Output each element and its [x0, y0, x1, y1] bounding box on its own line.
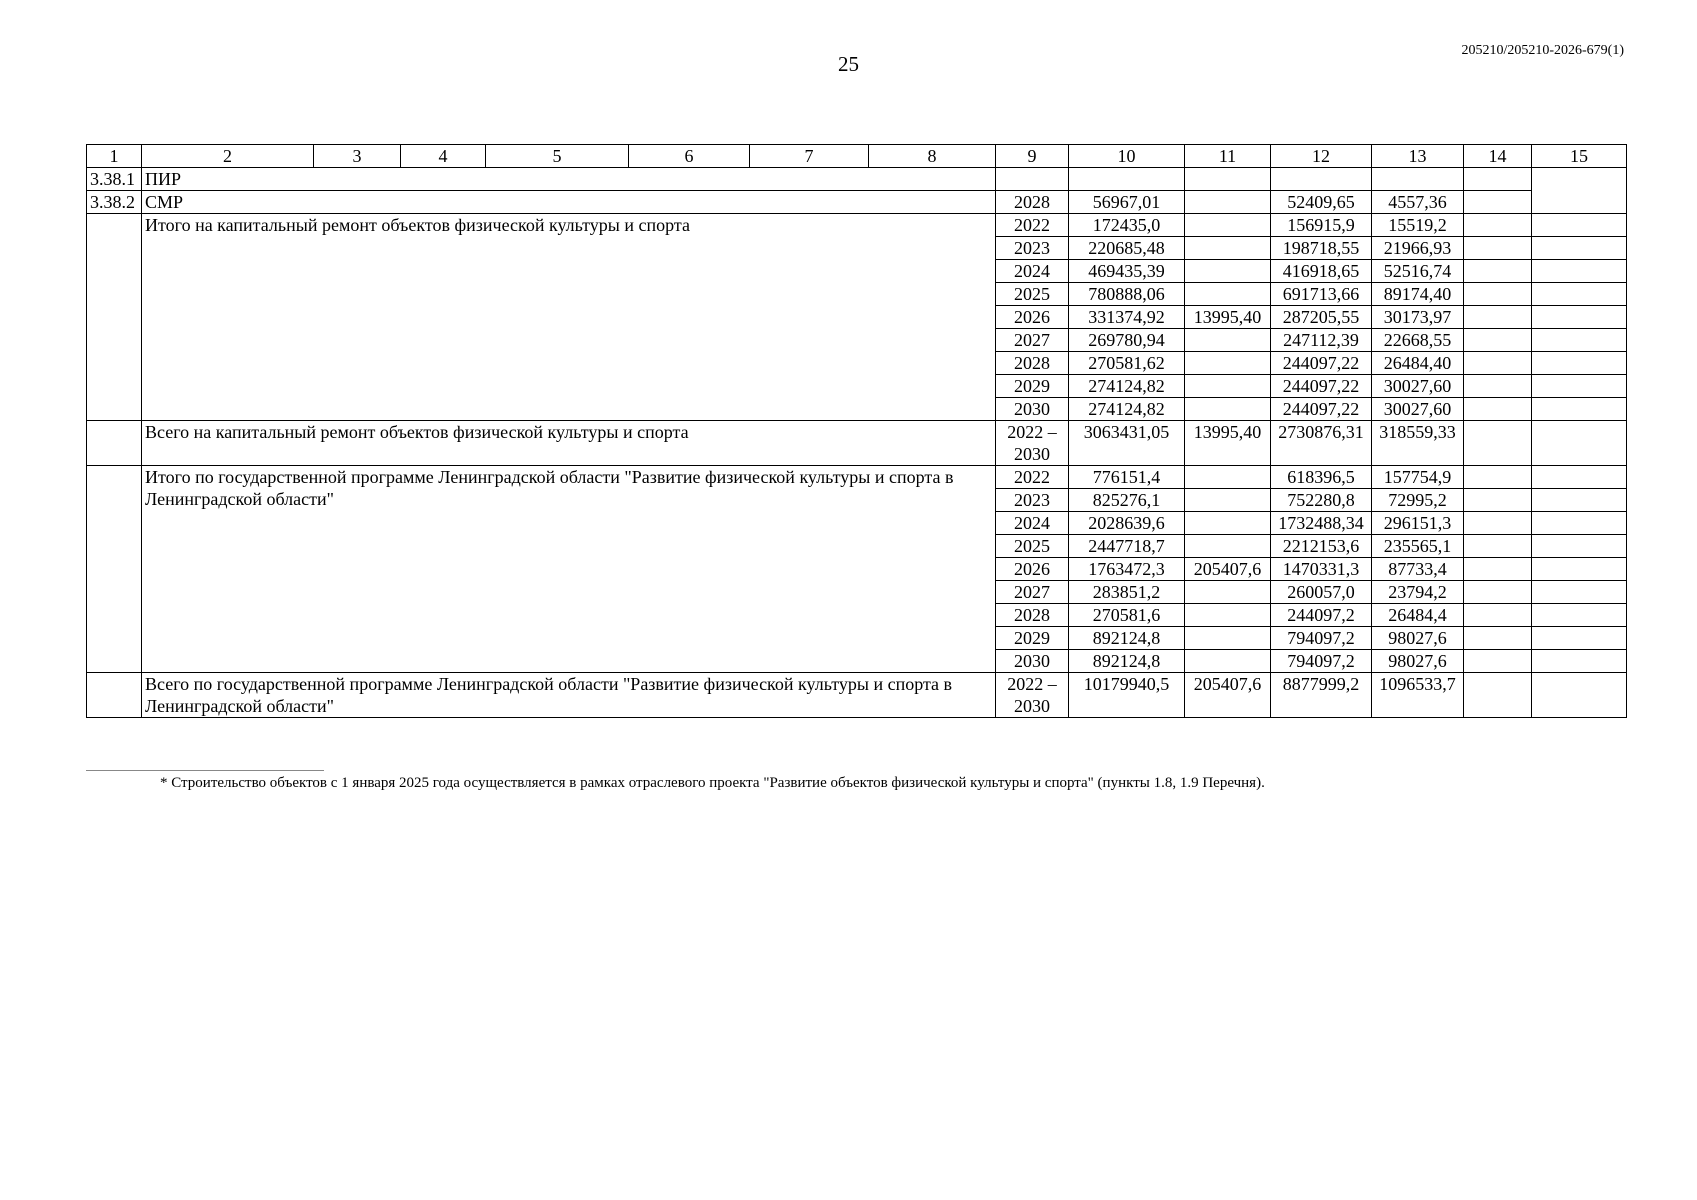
value-cell: 52516,74 [1372, 260, 1464, 283]
year-cell: 2024 [996, 260, 1069, 283]
value-cell: 87733,4 [1372, 558, 1464, 581]
value-cell: 56967,01 [1069, 191, 1185, 214]
value-cell [1185, 260, 1271, 283]
value-cell [1185, 489, 1271, 512]
year-cell: 2026 [996, 306, 1069, 329]
value-cell: 2212153,6 [1271, 535, 1372, 558]
header-cell: 12 [1271, 145, 1372, 168]
table-row-vsego-prog [87, 673, 1627, 718]
header-cell: 15 [1532, 145, 1627, 168]
value-cell: 618396,5 [1271, 466, 1372, 489]
year-range-start: 2022 – [1007, 422, 1057, 442]
item-code [87, 214, 142, 421]
value-cell [1464, 375, 1532, 398]
year-cell: 2023 [996, 237, 1069, 260]
year-cell: 2029 [996, 627, 1069, 650]
value-cell: 260057,0 [1271, 581, 1372, 604]
year-cell: 2026 [996, 558, 1069, 581]
value-cell [1532, 421, 1627, 466]
value-cell [1532, 650, 1627, 673]
header-cell: 2 [142, 145, 314, 168]
value-cell [1464, 627, 1532, 650]
value-cell [1464, 535, 1532, 558]
header-cell: 5 [486, 145, 629, 168]
value-cell [1532, 489, 1627, 512]
header-cell: 14 [1464, 145, 1532, 168]
value-cell: 89174,40 [1372, 283, 1464, 306]
year-range-start: 2022 – [1007, 674, 1057, 694]
value-cell: 283851,2 [1069, 581, 1185, 604]
value-cell [1532, 466, 1627, 489]
value-cell: 244097,22 [1271, 398, 1372, 421]
value-cell [1464, 650, 1532, 673]
value-cell [1464, 329, 1532, 352]
value-cell [1185, 650, 1271, 673]
value-cell: 1763472,3 [1069, 558, 1185, 581]
group-label: Итого на капитальный ремонт объектов физической культуры и спорта [142, 214, 996, 421]
value-cell [1532, 558, 1627, 581]
document-id: 205210/205210-2026-679(1) [1461, 43, 1624, 58]
year-cell: 2022 [996, 214, 1069, 237]
header-cell: 7 [750, 145, 869, 168]
year-cell: 2028 [996, 352, 1069, 375]
program-table [86, 144, 1627, 718]
value-cell [1464, 581, 1532, 604]
year-cell: 2022 [996, 466, 1069, 489]
value-cell [1464, 260, 1532, 283]
value-cell: 331374,92 [1069, 306, 1185, 329]
value-cell: 3063431,05 [1069, 421, 1185, 466]
value-cell [1532, 398, 1627, 421]
header-cell: 11 [1185, 145, 1271, 168]
header-cell: 10 [1069, 145, 1185, 168]
value-cell: 469435,39 [1069, 260, 1185, 283]
value-cell [1464, 398, 1532, 421]
header-cell: 4 [401, 145, 486, 168]
value-cell: 296151,3 [1372, 512, 1464, 535]
value-cell [1532, 214, 1627, 237]
year-cell: 2023 [996, 489, 1069, 512]
table-row-pir [87, 168, 1627, 191]
value-cell [1185, 535, 1271, 558]
header-cell: 1 [87, 145, 142, 168]
value-cell: 15519,2 [1372, 214, 1464, 237]
value-cell [1185, 398, 1271, 421]
year-cell: 2024 [996, 512, 1069, 535]
table-row-vsego-kap [87, 421, 1627, 466]
value-cell [1185, 512, 1271, 535]
value-cell: 244097,22 [1271, 352, 1372, 375]
value-cell [1532, 627, 1627, 650]
value-cell: 270581,62 [1069, 352, 1185, 375]
item-code [87, 673, 142, 718]
value-cell [1532, 168, 1627, 214]
item-code [87, 466, 142, 673]
value-cell [1532, 512, 1627, 535]
value-cell [1532, 329, 1627, 352]
value-cell: 244097,22 [1271, 375, 1372, 398]
value-cell: 794097,2 [1271, 627, 1372, 650]
value-cell: 1470331,3 [1271, 558, 1372, 581]
value-cell: 23794,2 [1372, 581, 1464, 604]
value-cell [1532, 581, 1627, 604]
table-row-itogo-prog [87, 466, 1627, 489]
value-cell: 244097,2 [1271, 604, 1372, 627]
value-cell [1464, 673, 1532, 718]
item-code: 3.38.2 [87, 191, 142, 214]
year-cell: 2030 [996, 398, 1069, 421]
value-cell [1532, 604, 1627, 627]
year-cell: 2028 [996, 191, 1069, 214]
value-cell [1185, 214, 1271, 237]
item-label: ПИР [142, 168, 996, 191]
value-cell: 2730876,31 [1271, 421, 1372, 466]
value-cell: 892124,8 [1069, 650, 1185, 673]
footnote: * Строительство объектов с 1 января 2025 года осуществляется в рамках отраслевого проекта "Развитие объектов физической культуры и спорта" (пункты 1.8, 1.9 Перечня). [160, 775, 1265, 791]
group-label: Итого по государственной программе Ленинградской области "Развитие физической культуры и спорта в Ленинградской области" [142, 466, 996, 673]
value-cell: 287205,55 [1271, 306, 1372, 329]
value-cell: 2447718,7 [1069, 535, 1185, 558]
year-cell: 2025 [996, 283, 1069, 306]
value-cell [1185, 627, 1271, 650]
value-cell [1464, 283, 1532, 306]
value-cell: 4557,36 [1372, 191, 1464, 214]
value-cell: 98027,6 [1372, 650, 1464, 673]
year-cell: 2025 [996, 535, 1069, 558]
value-cell: 825276,1 [1069, 489, 1185, 512]
item-code [87, 421, 142, 466]
header-cell: 6 [629, 145, 750, 168]
value-cell: 156915,9 [1271, 214, 1372, 237]
page-number: 25 [838, 52, 859, 76]
year-cell: 2027 [996, 581, 1069, 604]
value-cell [1464, 168, 1532, 191]
value-cell [1185, 352, 1271, 375]
value-cell: 247112,39 [1271, 329, 1372, 352]
year-cell: 2027 [996, 329, 1069, 352]
table-row-itogo-kap [87, 214, 1627, 237]
value-cell: 22668,55 [1372, 329, 1464, 352]
value-cell: 220685,48 [1069, 237, 1185, 260]
value-cell [1185, 237, 1271, 260]
year-range-end: 2030 [1014, 444, 1050, 464]
value-cell [1464, 237, 1532, 260]
value-cell: 269780,94 [1069, 329, 1185, 352]
header-cell: 9 [996, 145, 1069, 168]
value-cell [1185, 375, 1271, 398]
value-cell: 274124,82 [1069, 375, 1185, 398]
value-cell [1464, 466, 1532, 489]
value-cell [1532, 260, 1627, 283]
year-cell: 2029 [996, 375, 1069, 398]
value-cell: 26484,40 [1372, 352, 1464, 375]
value-cell: 52409,65 [1271, 191, 1372, 214]
value-cell [1185, 191, 1271, 214]
year-range-cell [996, 421, 1069, 466]
value-cell: 691713,66 [1271, 283, 1372, 306]
value-cell: 21966,93 [1372, 237, 1464, 260]
value-cell [1464, 558, 1532, 581]
header-cell: 13 [1372, 145, 1464, 168]
footnote-divider [86, 770, 324, 771]
value-cell [1532, 306, 1627, 329]
value-cell [1372, 168, 1464, 191]
value-cell [1185, 466, 1271, 489]
value-cell [1464, 489, 1532, 512]
value-cell: 892124,8 [1069, 627, 1185, 650]
value-cell [1185, 329, 1271, 352]
year-cell: 2028 [996, 604, 1069, 627]
value-cell [1464, 306, 1532, 329]
value-cell [1532, 237, 1627, 260]
value-cell: 1732488,34 [1271, 512, 1372, 535]
value-cell [1185, 283, 1271, 306]
value-cell: 270581,6 [1069, 604, 1185, 627]
value-cell [1532, 283, 1627, 306]
value-cell: 794097,2 [1271, 650, 1372, 673]
item-label: СМР [142, 191, 996, 214]
value-cell: 274124,82 [1069, 398, 1185, 421]
value-cell: 318559,33 [1372, 421, 1464, 466]
value-cell: 30173,97 [1372, 306, 1464, 329]
value-cell: 26484,4 [1372, 604, 1464, 627]
value-cell: 72995,2 [1372, 489, 1464, 512]
header-cell: 8 [869, 145, 996, 168]
item-code: 3.38.1 [87, 168, 142, 191]
header-cell: 3 [314, 145, 401, 168]
total-label: Всего на капитальный ремонт объектов физической культуры и спорта [142, 421, 996, 466]
value-cell: 752280,8 [1271, 489, 1372, 512]
year-cell: 2030 [996, 650, 1069, 673]
value-cell [1185, 168, 1271, 191]
value-cell [1464, 421, 1532, 466]
value-cell [1532, 375, 1627, 398]
value-cell [1185, 604, 1271, 627]
value-cell [1532, 352, 1627, 375]
value-cell: 13995,40 [1185, 421, 1271, 466]
header-row [87, 145, 1627, 168]
value-cell [1271, 168, 1372, 191]
value-cell [1185, 581, 1271, 604]
value-cell: 780888,06 [1069, 283, 1185, 306]
total-label: Всего по государственной программе Ленинградской области "Развитие физической культуры и спорта в Ленинградской области" [142, 673, 996, 718]
year-range-cell [996, 673, 1069, 718]
value-cell [1532, 535, 1627, 558]
value-cell [1464, 352, 1532, 375]
value-cell: 13995,40 [1185, 306, 1271, 329]
value-cell [1464, 191, 1532, 214]
value-cell [1464, 512, 1532, 535]
table-row-smr [87, 191, 1627, 214]
value-cell: 30027,60 [1372, 398, 1464, 421]
value-cell [1464, 604, 1532, 627]
value-cell: 235565,1 [1372, 535, 1464, 558]
value-cell: 205407,6 [1185, 673, 1271, 718]
value-cell [1069, 168, 1185, 191]
year-range-end: 2030 [1014, 696, 1050, 716]
value-cell: 776151,4 [1069, 466, 1185, 489]
value-cell: 157754,9 [1372, 466, 1464, 489]
value-cell [1532, 673, 1627, 718]
value-cell: 10179940,5 [1069, 673, 1185, 718]
value-cell: 2028639,6 [1069, 512, 1185, 535]
value-cell: 416918,65 [1271, 260, 1372, 283]
value-cell: 205407,6 [1185, 558, 1271, 581]
year-cell [996, 168, 1069, 191]
value-cell: 1096533,7 [1372, 673, 1464, 718]
value-cell: 98027,6 [1372, 627, 1464, 650]
value-cell: 30027,60 [1372, 375, 1464, 398]
value-cell: 172435,0 [1069, 214, 1185, 237]
value-cell: 198718,55 [1271, 237, 1372, 260]
value-cell: 8877999,2 [1271, 673, 1372, 718]
value-cell [1464, 214, 1532, 237]
